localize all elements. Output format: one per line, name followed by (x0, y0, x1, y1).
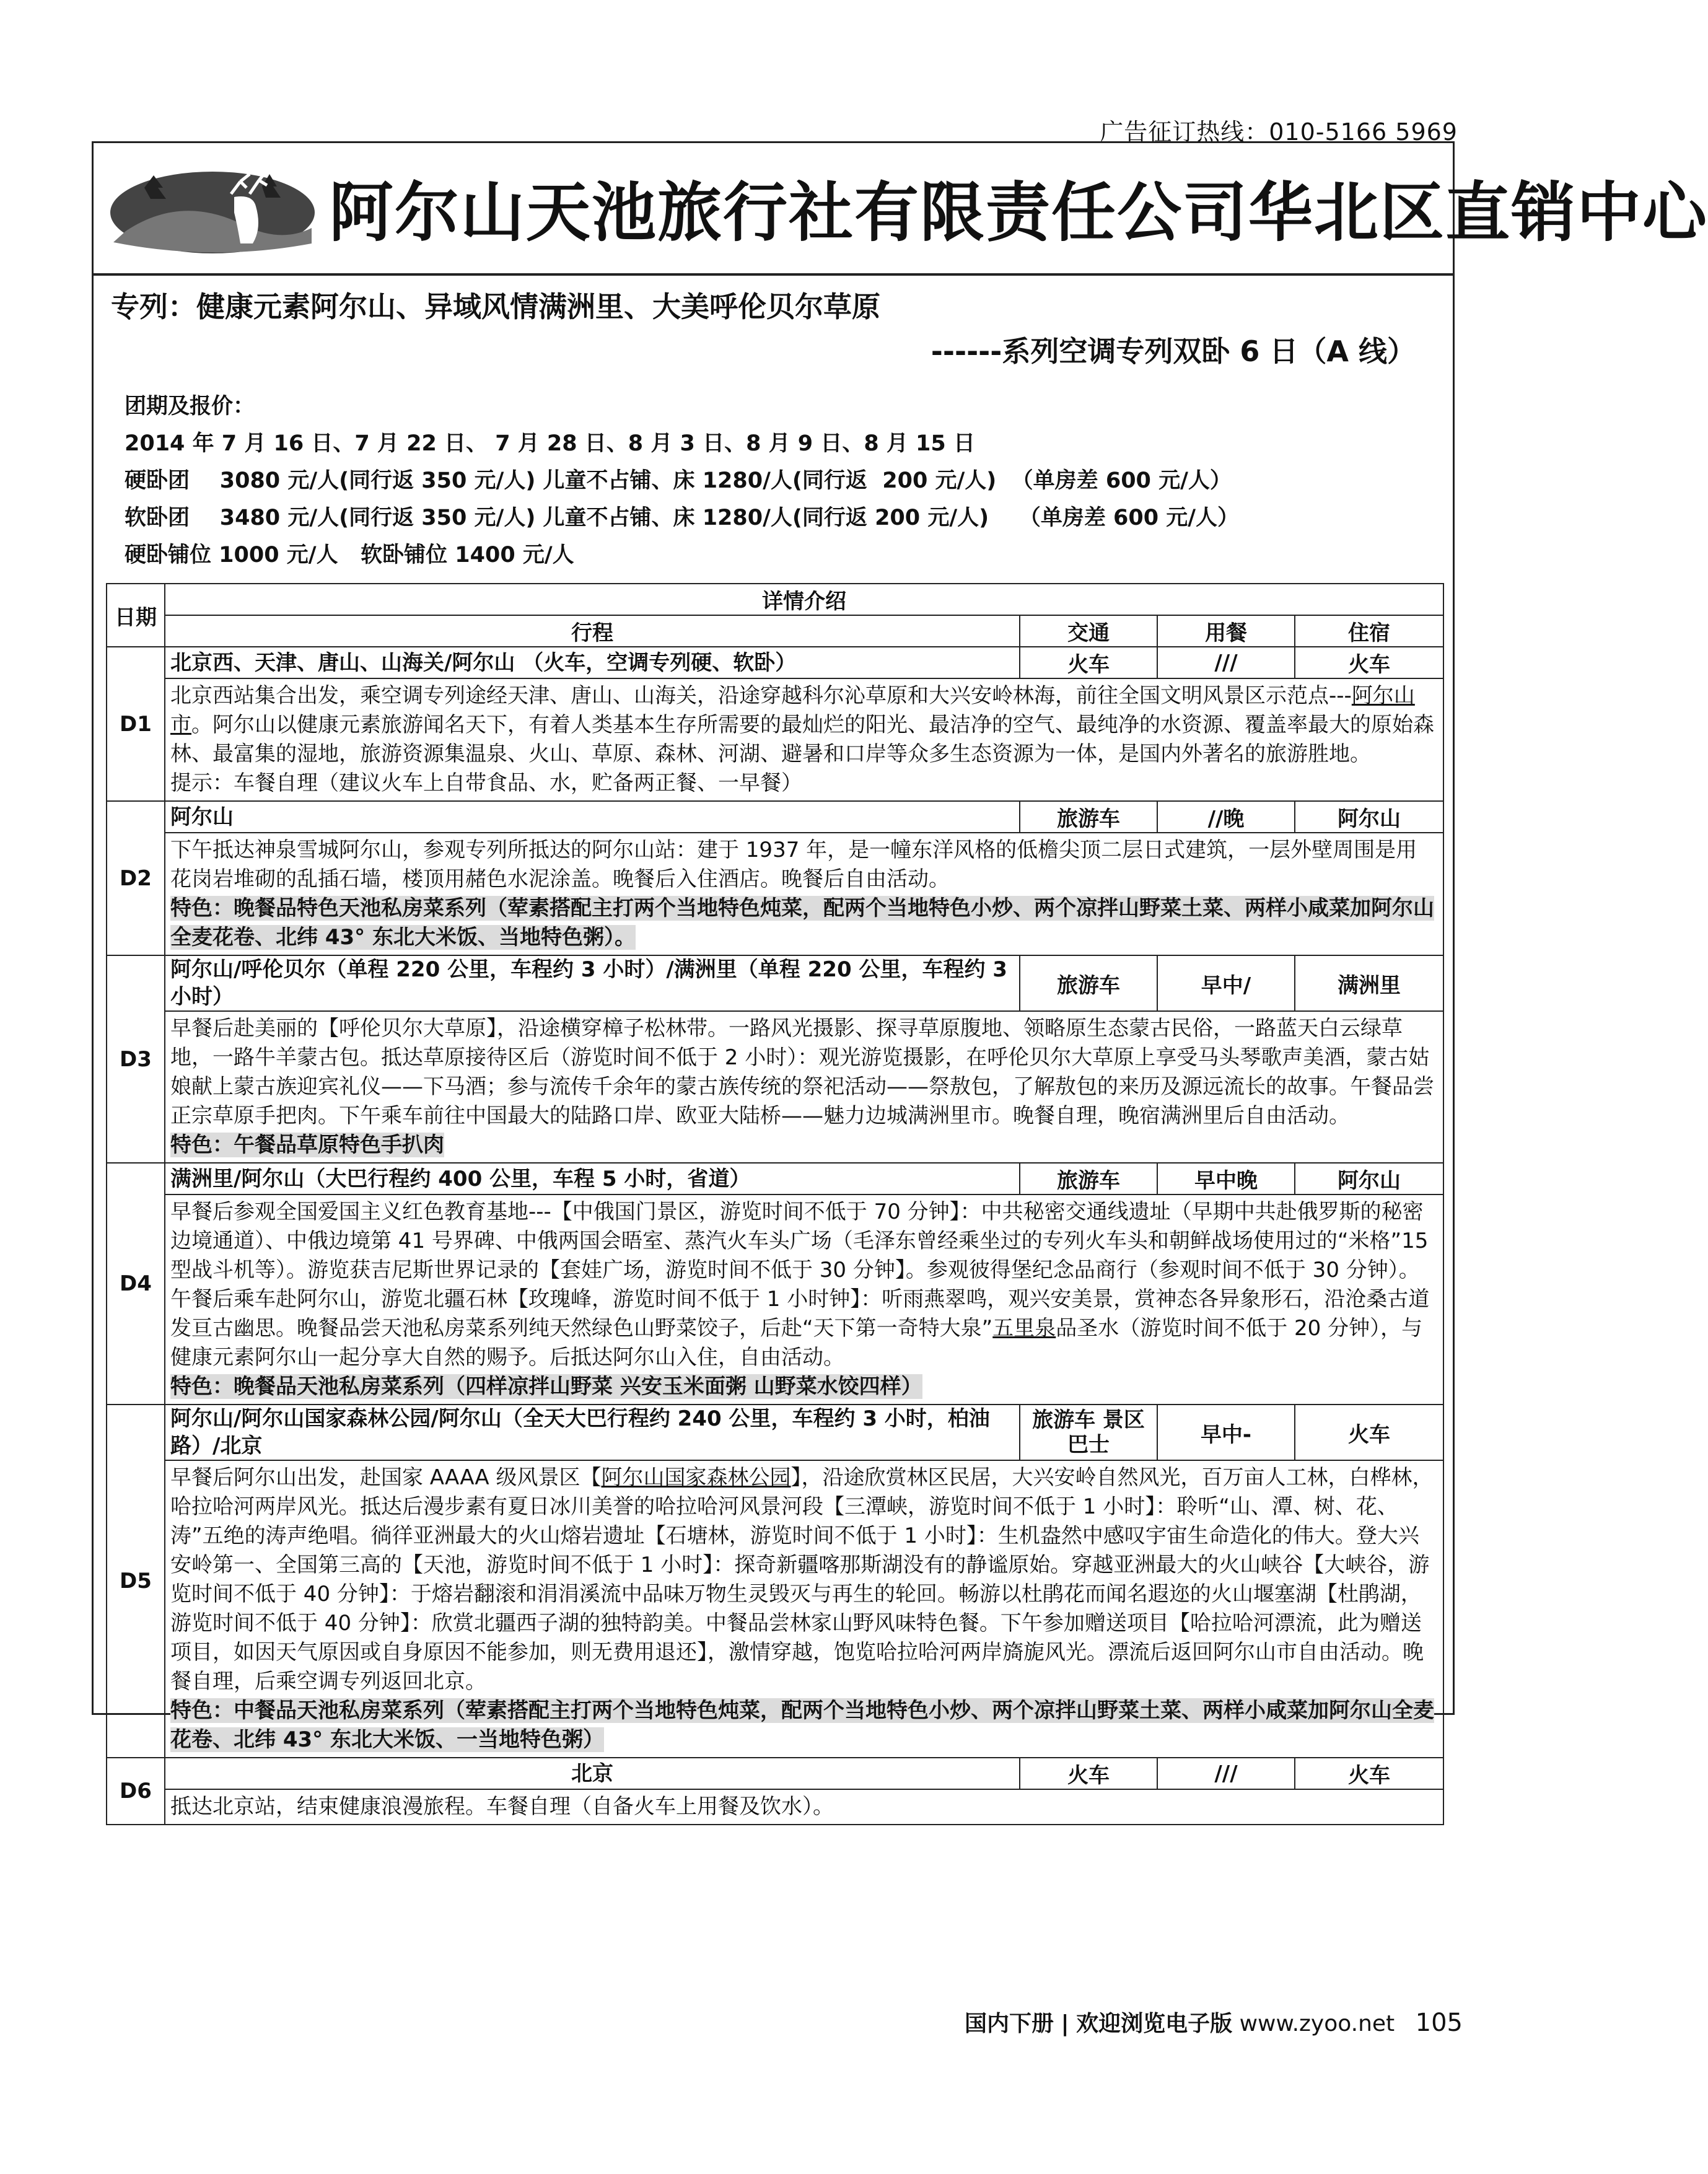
deer-logo-icon (107, 169, 318, 256)
day-route: 北京 (165, 1758, 1020, 1789)
day-text: 抵达北京站，结束健康浪漫旅程。车餐自理（自备火车上用餐及饮水）。 (170, 1794, 834, 1819)
footer-section: 国内下册 (965, 2011, 1054, 2036)
day-tip: 提示：车餐自理（建议火车上自带食品、水，贮备两正餐、一早餐） (170, 771, 802, 796)
ad-frame (92, 141, 1708, 1819)
pricing-berth: 硬卧铺位 1000 元/人 软卧铺位 1400 元/人 (125, 543, 574, 568)
page-footer (965, 2006, 1463, 2038)
day-stay: 阿尔山 (1295, 1163, 1443, 1194)
day-stay: 阿尔山 (1295, 801, 1443, 833)
day-transport: 旅游车 景区巴士 (1020, 1405, 1157, 1460)
day-label: D1 (107, 647, 165, 801)
day-route: 阿尔山/呼伦贝尔（单程 220 公里，车程约 3 小时）/满洲里（单程 220 公里，车程约 3 小时） (165, 955, 1020, 1011)
day-transport: 火车 (1020, 1758, 1157, 1789)
day-route: 阿尔山/阿尔山国家森林公园/阿尔山（全天大巴行程约 240 公里，车程约 3 小时，柏油路）/北京 (165, 1405, 1020, 1460)
ad-subtitle: ------系列空调专列双卧 6 日（A 线） (931, 335, 1416, 368)
company-name: 阿尔山天池旅行社有限责任公司华北区直销中心 (329, 174, 1708, 250)
day-transport: 旅游车 (1020, 1163, 1157, 1194)
table-row (107, 647, 1443, 678)
day-feature: 特色：晚餐品特色天池私房菜系列（荤素搭配主打两个当地特色炖菜，配两个当地特色小炒、两个凉拌山野菜土菜、两样小咸菜加阿尔山全麦花卷、北纬 43° 东北大米饭、当地特色粥）。 (170, 896, 1434, 950)
table-row (107, 1789, 1443, 1825)
day-feature: 特色：午餐品草原特色手扒肉 (170, 1133, 444, 1157)
table-row (107, 833, 1443, 955)
day-transport: 火车 (1020, 647, 1157, 678)
day-stay: 火车 (1295, 1758, 1443, 1789)
table-row (107, 1758, 1443, 1789)
table-row (107, 1460, 1443, 1758)
footer-separator: | (1061, 2011, 1069, 2036)
day-text: 】，沿途欣赏林区民居，大兴安岭自然风光，百万亩人工林，白桦林，哈拉哈河两岸风光。抵达后漫步素有夏日冰川美誉的哈拉哈河风景河段【三潭峡，游览时间不低于 1 小时】：聆听“山、潭、树、花、涛”五绝的涛声绝唱。徜徉亚洲最大的火山熔岩遗址【石塘林，游览时间不低于 1 小时】：生机盎然中感叹宇宙生命造化的伟大。登大兴安岭第一、全国第三高的【天池，游览时间不低于 1 小时】：探奇新疆喀那斯湖没有的静谧原始。穿越亚洲最大的火山峡谷【大峡谷，游览时间不低于 40 分钟】：于熔岩翻滚和涓涓溪流中品味万物生灵毁灭与再生的轮回。畅游以杜鹃花而闻名遐迩的火山堰塞湖【杜鹃湖，游览时间不低于 40 分钟】：欣赏北疆西子湖的独特韵美。中餐品尝林家山野风味特色餐。下午参加赠送项目【哈拉哈河漂流，此为赠送项目，如因天气原因或自身原因不能参加，则无费用退还】，激情穿越，饱览哈拉哈河两岸旖旎风光。漂流后返回阿尔山市自由活动。晚餐自理，后乘空调专列返回北京。 (170, 1465, 1434, 1694)
place-link[interactable]: 阿尔山国家森林公园 (601, 1465, 791, 1490)
day-stay: 火车 (1295, 647, 1443, 678)
header-date: 日期 (107, 584, 165, 647)
place-link[interactable]: 五里泉 (992, 1316, 1056, 1341)
day-meal: //晚 (1157, 801, 1295, 833)
page-number: 105 (1415, 2009, 1463, 2037)
ad-header (94, 143, 1708, 368)
day-text: 下午抵达神泉雪城阿尔山，参观专列所抵达的阿尔山站：建于 1937 年，是一幢东洋风格的低檐尖顶二层日式建筑，一层外壁周围是用花岗岩堆砌的乱插石墙，楼顶用赭色水泥涂盖。晚餐后入住酒店。晚餐后自由活动。 (170, 838, 1417, 892)
table-row (107, 1194, 1443, 1405)
day-label: D4 (107, 1163, 165, 1405)
footer-site-link[interactable]: www.zyoo.net (1239, 2011, 1395, 2036)
itinerary-table (106, 583, 1444, 1825)
pricing-hard-sleeper: 硬卧团 3080 元/人(同行返 350 元/人) 儿童不占铺、床 1280/人(同行返 200 元/人) （单房差 600 元/人） (125, 468, 1232, 493)
day-meal: /// (1157, 647, 1295, 678)
day-label: D6 (107, 1758, 165, 1825)
header-stay: 住宿 (1295, 615, 1443, 647)
day-description (165, 1194, 1443, 1405)
day-transport: 旅游车 (1020, 955, 1157, 1011)
day-transport: 旅游车 (1020, 801, 1157, 833)
footer-ebook: 欢迎浏览电子版 (1076, 2011, 1233, 2036)
day-label: D5 (107, 1405, 165, 1758)
day-description (165, 1789, 1443, 1825)
day-feature: 特色：晚餐品天池私房菜系列（四样凉拌山野菜 兴安玉米面粥 山野菜水饺四样） (170, 1374, 922, 1399)
table-row (107, 678, 1443, 801)
day-text: 北京西站集合出发，乘空调专列途经天津、唐山、山海关，沿途穿越科尔沁草原和大兴安岭林海，前往全国文明风景区示范点--- (170, 683, 1352, 708)
day-text: 品圣水（游览时间不低于 20 分钟），与健康元素阿尔山一起分享大自然的赐予。后抵达阿尔山入住，自由活动。 (170, 1316, 1423, 1370)
place-link[interactable]: 阿尔山市 (170, 683, 1415, 737)
day-route: 满洲里/阿尔山（大巴行程约 400 公里，车程 5 小时，省道） (165, 1163, 1020, 1194)
table-row (107, 955, 1443, 1011)
day-description (165, 1460, 1443, 1758)
pricing-dates: 2014 年 7 月 16 日、7 月 22 日、 7 月 28 日、8 月 3 日、8 月 9 日、8 月 15 日 (125, 431, 975, 456)
ad-hotline: 广告征订热线：010-5166 5969 (1100, 118, 1458, 146)
pricing-soft-sleeper: 软卧团 3480 元/人(同行返 350 元/人) 儿童不占铺、床 1280/人(同行返 200 元/人) （单房差 600 元/人） (125, 506, 1240, 530)
day-description (165, 833, 1443, 955)
day-route: 阿尔山 (165, 801, 1020, 833)
day-meal: 早中晚 (1157, 1163, 1295, 1194)
day-feature: 特色：中餐品天池私房菜系列（荤素搭配主打两个当地特色炖菜，配两个当地特色小炒、两个凉拌山野菜土菜、两样小咸菜加阿尔山全麦花卷、北纬 43° 东北大米饭、一当地特色粥） (170, 1698, 1434, 1752)
table-row (107, 1163, 1443, 1194)
table-row (107, 801, 1443, 833)
pricing-block (125, 388, 1239, 574)
day-text: 早餐后参观全国爱国主义红色教育基地---【中俄国门景区，游览时间不低于 70 分钟】：中共秘密交通线遗址（早期中共赴俄罗斯的秘密边境通道）、中俄边境第 41 号界碑、中俄两国会晤室、蒸汽火车头广场（毛泽东曾经乘坐过的专列火车头和朝鲜战场使用过的“米格”15 型战斗机等）。游览获吉尼斯世界记录的【套娃广场，游览时间不低于 30 分钟】。参观彼得堡纪念品商行（参观时间不低于 30 分钟）。午餐后乘车赴阿尔山，游览北疆石林【玫瑰峰，游览时间不低于 1 小时钟】：听雨燕翠鸣，观兴安美景，赏神态各异象形石，沿沧桑古道发亘古幽思。晚餐品尝天池私房菜系列纯天然绿色山野菜饺子，后赴“天下第一奇特大泉” (170, 1199, 1430, 1341)
pricing-heading: 团期及报价： (125, 394, 255, 419)
day-meal: 早中/ (1157, 955, 1295, 1011)
table-row (107, 1405, 1443, 1460)
day-meal: 早中- (1157, 1405, 1295, 1460)
day-meal: /// (1157, 1758, 1295, 1789)
ad-title: 专列：健康元素阿尔山、异域风情满洲里、大美呼伦贝尔草原 (111, 290, 880, 323)
day-label: D2 (107, 801, 165, 955)
day-label: D3 (107, 955, 165, 1163)
day-route: 北京西、天津、唐山、山海关/阿尔山 （火车，空调专列硬、软卧） (165, 647, 1020, 678)
day-stay: 满洲里 (1295, 955, 1443, 1011)
header-transport: 交通 (1020, 615, 1157, 647)
header-detail: 详情介绍 (165, 584, 1443, 615)
day-stay: 火车 (1295, 1405, 1443, 1460)
day-text: 早餐后赴美丽的【呼伦贝尔大草原】，沿途横穿樟子松林带。一路风光摄影、探寻草原腹地、领略原生态蒙古民俗，一路蓝天白云绿草地，一路牛羊蒙古包。抵达草原接待区后（游览时间不低于 2 小时）：观光游览摄影，在呼伦贝尔大草原上享受马头琴歌声美酒，蒙古姑娘献上蒙古族迎宾礼仪——下马酒；参与流传千余年的蒙古族传统的祭祀活动——祭敖包，了解敖包的来历及源远流长的故事。午餐品尝正宗草原手把肉。下午乘车前往中国最大的陆路口岸、欧亚大陆桥——魅力边城满洲里市。晚餐自理，晚宿满洲里后自由活动。 (170, 1016, 1434, 1128)
header-divider (94, 273, 1453, 276)
table-row (107, 1011, 1443, 1163)
day-text: 早餐后阿尔山出发，赴国家 AAAA 级风景区【 (170, 1465, 602, 1490)
day-text: 。阿尔山以健康元素旅游闻名天下，有着人类基本生存所需要的最灿烂的阳光、最洁净的空气、最纯净的水资源、覆盖率最大的原始森林、最富集的湿地，旅游资源集温泉、火山、草原、森林、河湖、避暑和口岸等众多生态资源为一体，是国内外著名的旅游胜地。 (170, 712, 1434, 766)
day-description (165, 678, 1443, 801)
day-description (165, 1011, 1443, 1163)
header-meal: 用餐 (1157, 615, 1295, 647)
header-route: 行程 (165, 615, 1020, 647)
